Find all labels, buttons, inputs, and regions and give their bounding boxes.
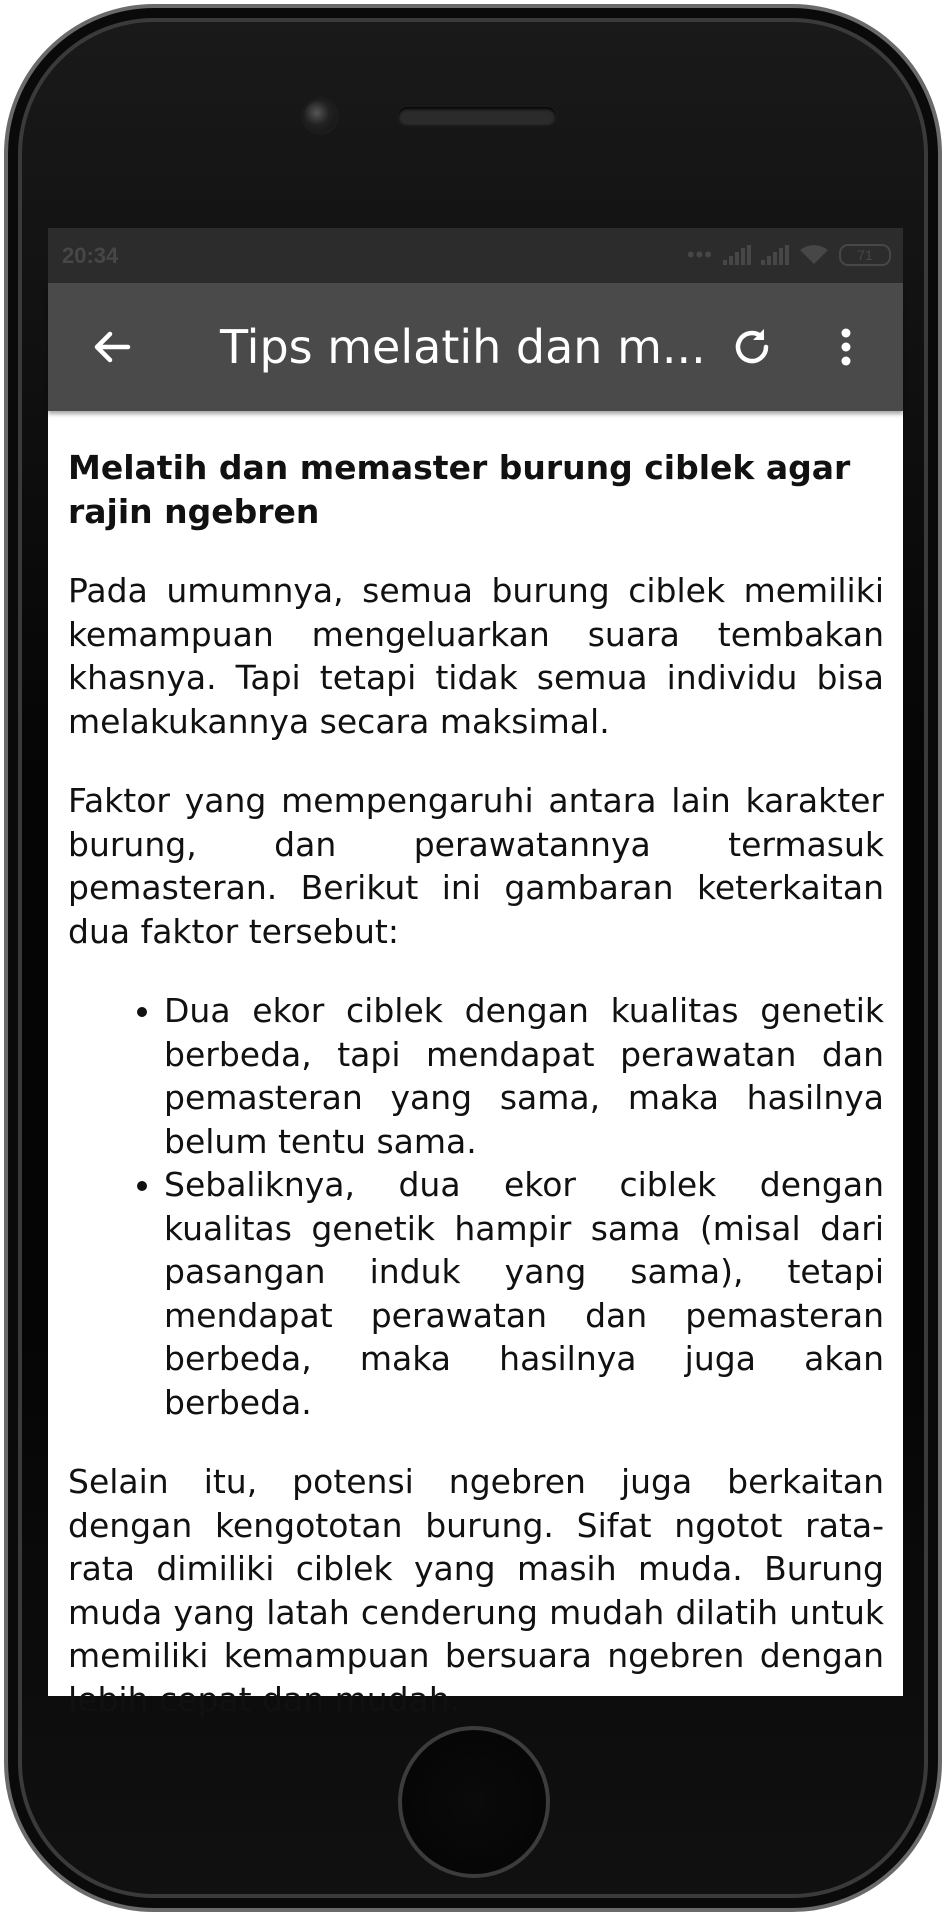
- battery-icon: 71: [839, 244, 891, 266]
- status-icons: [687, 242, 891, 268]
- article-paragraph: Faktor yang mempengaruhi antara lain karakter burung, dan perawatannya termasuk pemasteran. Berikut ini gambaran keterkaitan dua faktor tersebut:: [68, 781, 884, 951]
- earpiece-speaker: [398, 107, 556, 125]
- notification-dots: •••: [686, 242, 713, 267]
- refresh-button[interactable]: [728, 323, 776, 371]
- back-button[interactable]: [88, 323, 136, 371]
- article-content: [68, 446, 884, 1757]
- signal-icon-secondary: [761, 245, 789, 265]
- list-item: • Sebaliknya, dua ekor ciblek dengan kualitas genetik hampir sama (misal dari pasangan induk yang sama), tetapi mendapat perawatan dan pemasteran berbeda, maka hasilnya juga akan berbeda.: [164, 1163, 884, 1424]
- arrow-left-icon: [88, 323, 136, 371]
- status-time: 20:34: [62, 243, 119, 268]
- refresh-icon: [728, 323, 776, 371]
- list-item: • Dua ekor ciblek dengan kualitas genetik berbeda, tapi mendapat perawatan dan pemasteran yang sama, maka hasilnya belum tentu sama.: [164, 989, 884, 1163]
- phone-screen: [48, 228, 903, 1719]
- article-paragraph: Pada umumnya, semua burung ciblek memiliki kemampuan mengeluarkan suara tembakan khasnya. Tapi tetapi tidak semua individu bisa melakukannya secara maksimal.: [68, 571, 884, 741]
- page-title: Tips melatih dan m...: [220, 320, 706, 374]
- article-bullet-list: [68, 989, 884, 1424]
- signal-icon: [723, 245, 751, 265]
- app-toolbar: [48, 283, 903, 411]
- wifi-icon: [799, 244, 829, 266]
- more-vertical-icon: [822, 323, 870, 371]
- overflow-menu-button[interactable]: [822, 323, 870, 371]
- home-button[interactable]: [398, 1726, 550, 1878]
- front-camera: [304, 100, 336, 132]
- article-heading: Melatih dan memaster burung ciblek agar rajin ngebren: [68, 448, 851, 531]
- article-paragraph: Selain itu, potensi ngebren juga berkaitan dengan kengototan burung. Sifat ngotot rata-rata dimiliki ciblek yang masih muda. Burung muda yang latah cenderung mudah dilatih untuk memiliki kemampuan bersuara ngebren dengan lebih cepat dan mudah.: [68, 1462, 884, 1719]
- status-bar: [48, 228, 903, 283]
